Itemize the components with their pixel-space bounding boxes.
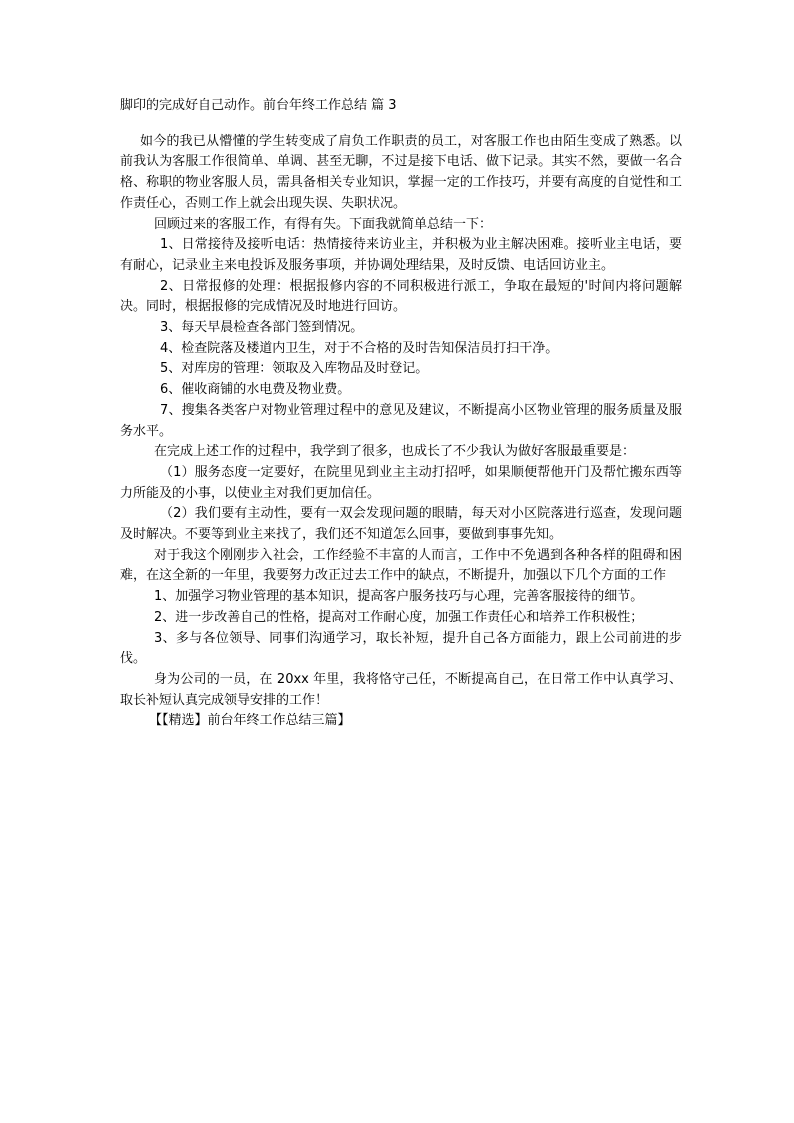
paragraph-closing: 身为公司的一员，在 20xx 年里，我将恪守己任，不断提高自己，在日常工作中认真学习、取长补短认真完成领导安排的工作！ — [120, 671, 682, 708]
section-heading: 脚印的完成好自己动作。前台年终工作总结 篇 3 — [120, 98, 397, 113]
plan-item-3: 3、多与各位领导、同事们沟通学习，取长补短，提升自己各方面能力，跟上公司前进的步伐。 — [120, 630, 682, 667]
list-item-1: 1、日常接待及接听电话：热情接待来访业主，并积极为业主解决困难。接听业主电话，要有耐心，记录业主来电投诉及服务事项，并协调处理结果，及时反馈、电话回访业主。 — [120, 237, 682, 273]
paragraph-review: 回顾过来的客服工作，有得有失。下面我就简单总结一下： — [154, 216, 493, 232]
plan-item-2: 2、进一步改善自己的性格，提高对工作耐心度，加强工作责任心和培养工作积极性； — [154, 609, 644, 625]
lesson-item-1: （1）服务态度一定要好，在院里见到业主主动打招呼，如果顺便帮他开门及帮忙搬东西等力所能及的小事，以使业主对我们更加信任。 — [120, 464, 682, 501]
paragraph-intro: 如今的我已从懵懂的学生转变成了肩负工作职责的员工，对客服工作也由陌生变成了熟悉。以前我认为客服工作很简单、单调、甚至无聊，不过是接下电话、做下记录。其实不然，要做一名合格、称职的物业客服人员，需具备相关专业知识，掌握一定的工作技巧，并要有高度的自觉性和工作责任心，否则工作上就会出现失误、失职状况。 — [120, 133, 682, 211]
paragraph-lessons: 在完成上述工作的过程中，我学到了很多，也成长了不少我认为做好客服最重要是： — [154, 444, 636, 460]
related-article-title: 【【精选】前台年终工作总结三篇】 — [149, 713, 351, 729]
paragraph-new-year: 对于我这个刚刚步入社会，工作经验不丰富的人而言，工作中不免遇到各种各样的阻碍和困难，在这全新的一年里，我要努力改正过去工作中的缺点，不断提升，加强以下几个方面的工作 — [120, 547, 682, 584]
plan-item-1: 1、加强学习物业管理的基本知识，提高客户服务技巧与心理，完善客服接待的细节。 — [154, 589, 644, 605]
list-item-6: 6、催收商铺的水电费及物业费。 — [160, 382, 351, 398]
list-item-5: 5、对库房的管理：领取及入库物品及时登记。 — [160, 361, 429, 377]
list-item-4: 4、检查院落及楼道内卫生，对于不合格的及时告知保洁员打扫干净。 — [160, 340, 559, 356]
list-item-2: 2、日常报修的处理：根据报修内容的不同积极进行派工，争取在最短的'时间内将问题解决。同时，根据报修的完成情况及时地进行回访。 — [120, 278, 682, 315]
document-page — [120, 96, 682, 732]
lesson-item-2: （2）我们要有主动性，要有一双会发现问题的眼睛，每天对小区院落进行巡查，发现问题及时解决。不要等到业主来找了，我们还不知道怎么回事，要做到事事先知。 — [120, 506, 682, 543]
list-item-7: 7、搜集各类客户对物业管理过程中的意见及建议，不断提高小区物业管理的服务质量及服务水平。 — [120, 402, 682, 439]
list-item-3: 3、每天早晨检查各部门签到情况。 — [160, 320, 364, 336]
